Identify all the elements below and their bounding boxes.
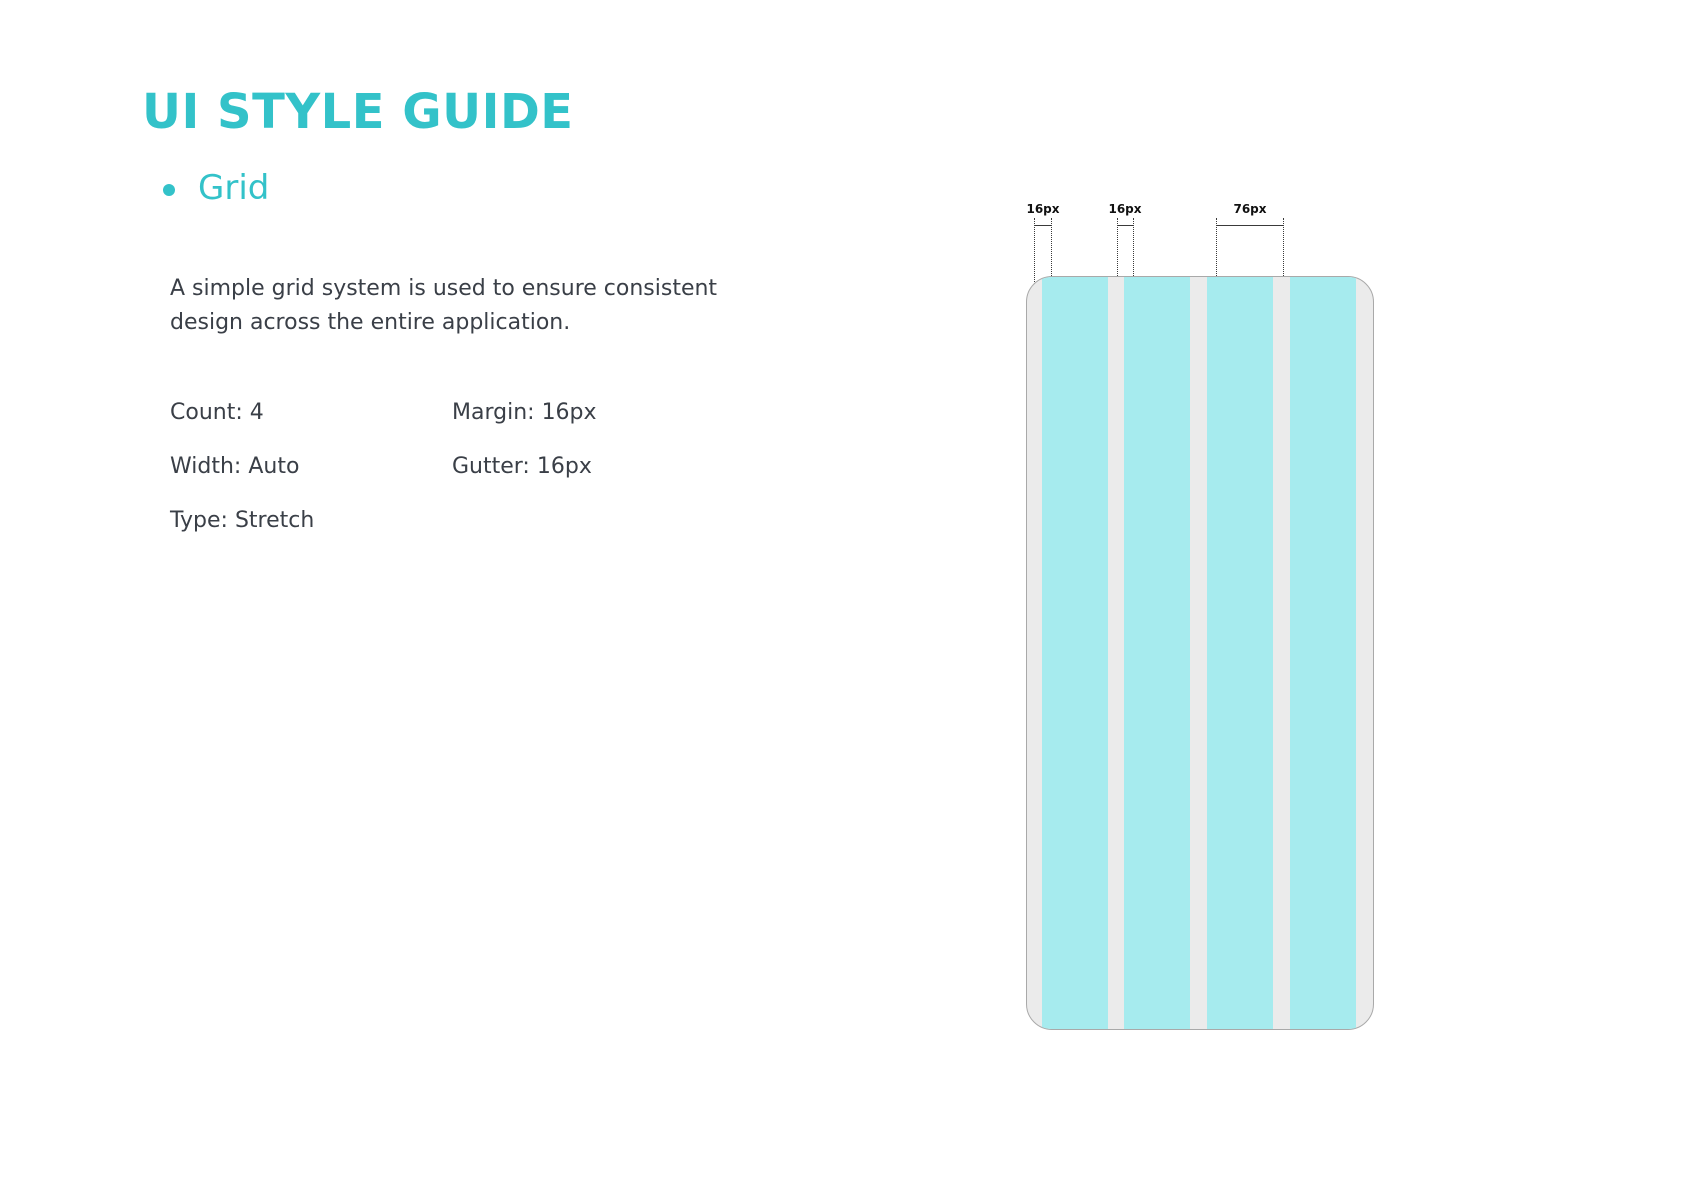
margin-guide-right [1051, 218, 1052, 278]
spec-width-value: Auto [248, 454, 300, 479]
device-mockup [1026, 276, 1374, 1030]
spec-count-value: 4 [249, 400, 264, 425]
grid-column-3 [1207, 277, 1273, 1029]
section-title: Grid [198, 168, 270, 208]
spec-width [170, 452, 299, 482]
margin-measure-label: 16px [1026, 202, 1060, 216]
column-guide-right [1283, 218, 1284, 278]
gutter-measure-label: 16px [1108, 202, 1142, 216]
grid-column-1 [1042, 277, 1108, 1029]
spec-margin-value: 16px [541, 400, 597, 425]
section-heading [163, 166, 269, 210]
spec-gutter-key: Gutter: [452, 454, 530, 479]
spec-count [170, 398, 264, 428]
grid-description: A simple grid system is used to ensure consistent design across the entire application. [170, 276, 718, 335]
page-title: UI STYLE GUIDE [142, 84, 574, 140]
spec-type-value: Stretch [234, 508, 315, 533]
margin-measure-line [1035, 225, 1051, 226]
column-measure-line [1216, 225, 1283, 226]
spec-margin [452, 398, 597, 428]
spec-margin-key: Margin: [452, 400, 535, 425]
spec-gutter [452, 452, 592, 482]
gutter-measure-line [1117, 225, 1133, 226]
spec-type [170, 506, 314, 536]
bullet-icon [163, 184, 175, 196]
gutter-guide-left [1117, 218, 1118, 278]
spec-gutter-value: 16px [536, 454, 592, 479]
spec-width-key: Width: [170, 454, 242, 479]
spec-type-key: Type: [170, 508, 228, 533]
grid-column-4 [1290, 277, 1356, 1029]
column-measure-label: 76px [1233, 202, 1267, 216]
grid-column-2 [1124, 277, 1190, 1029]
column-guide-left [1216, 218, 1217, 278]
spec-count-key: Count: [170, 400, 243, 425]
gutter-guide-right [1133, 218, 1134, 278]
